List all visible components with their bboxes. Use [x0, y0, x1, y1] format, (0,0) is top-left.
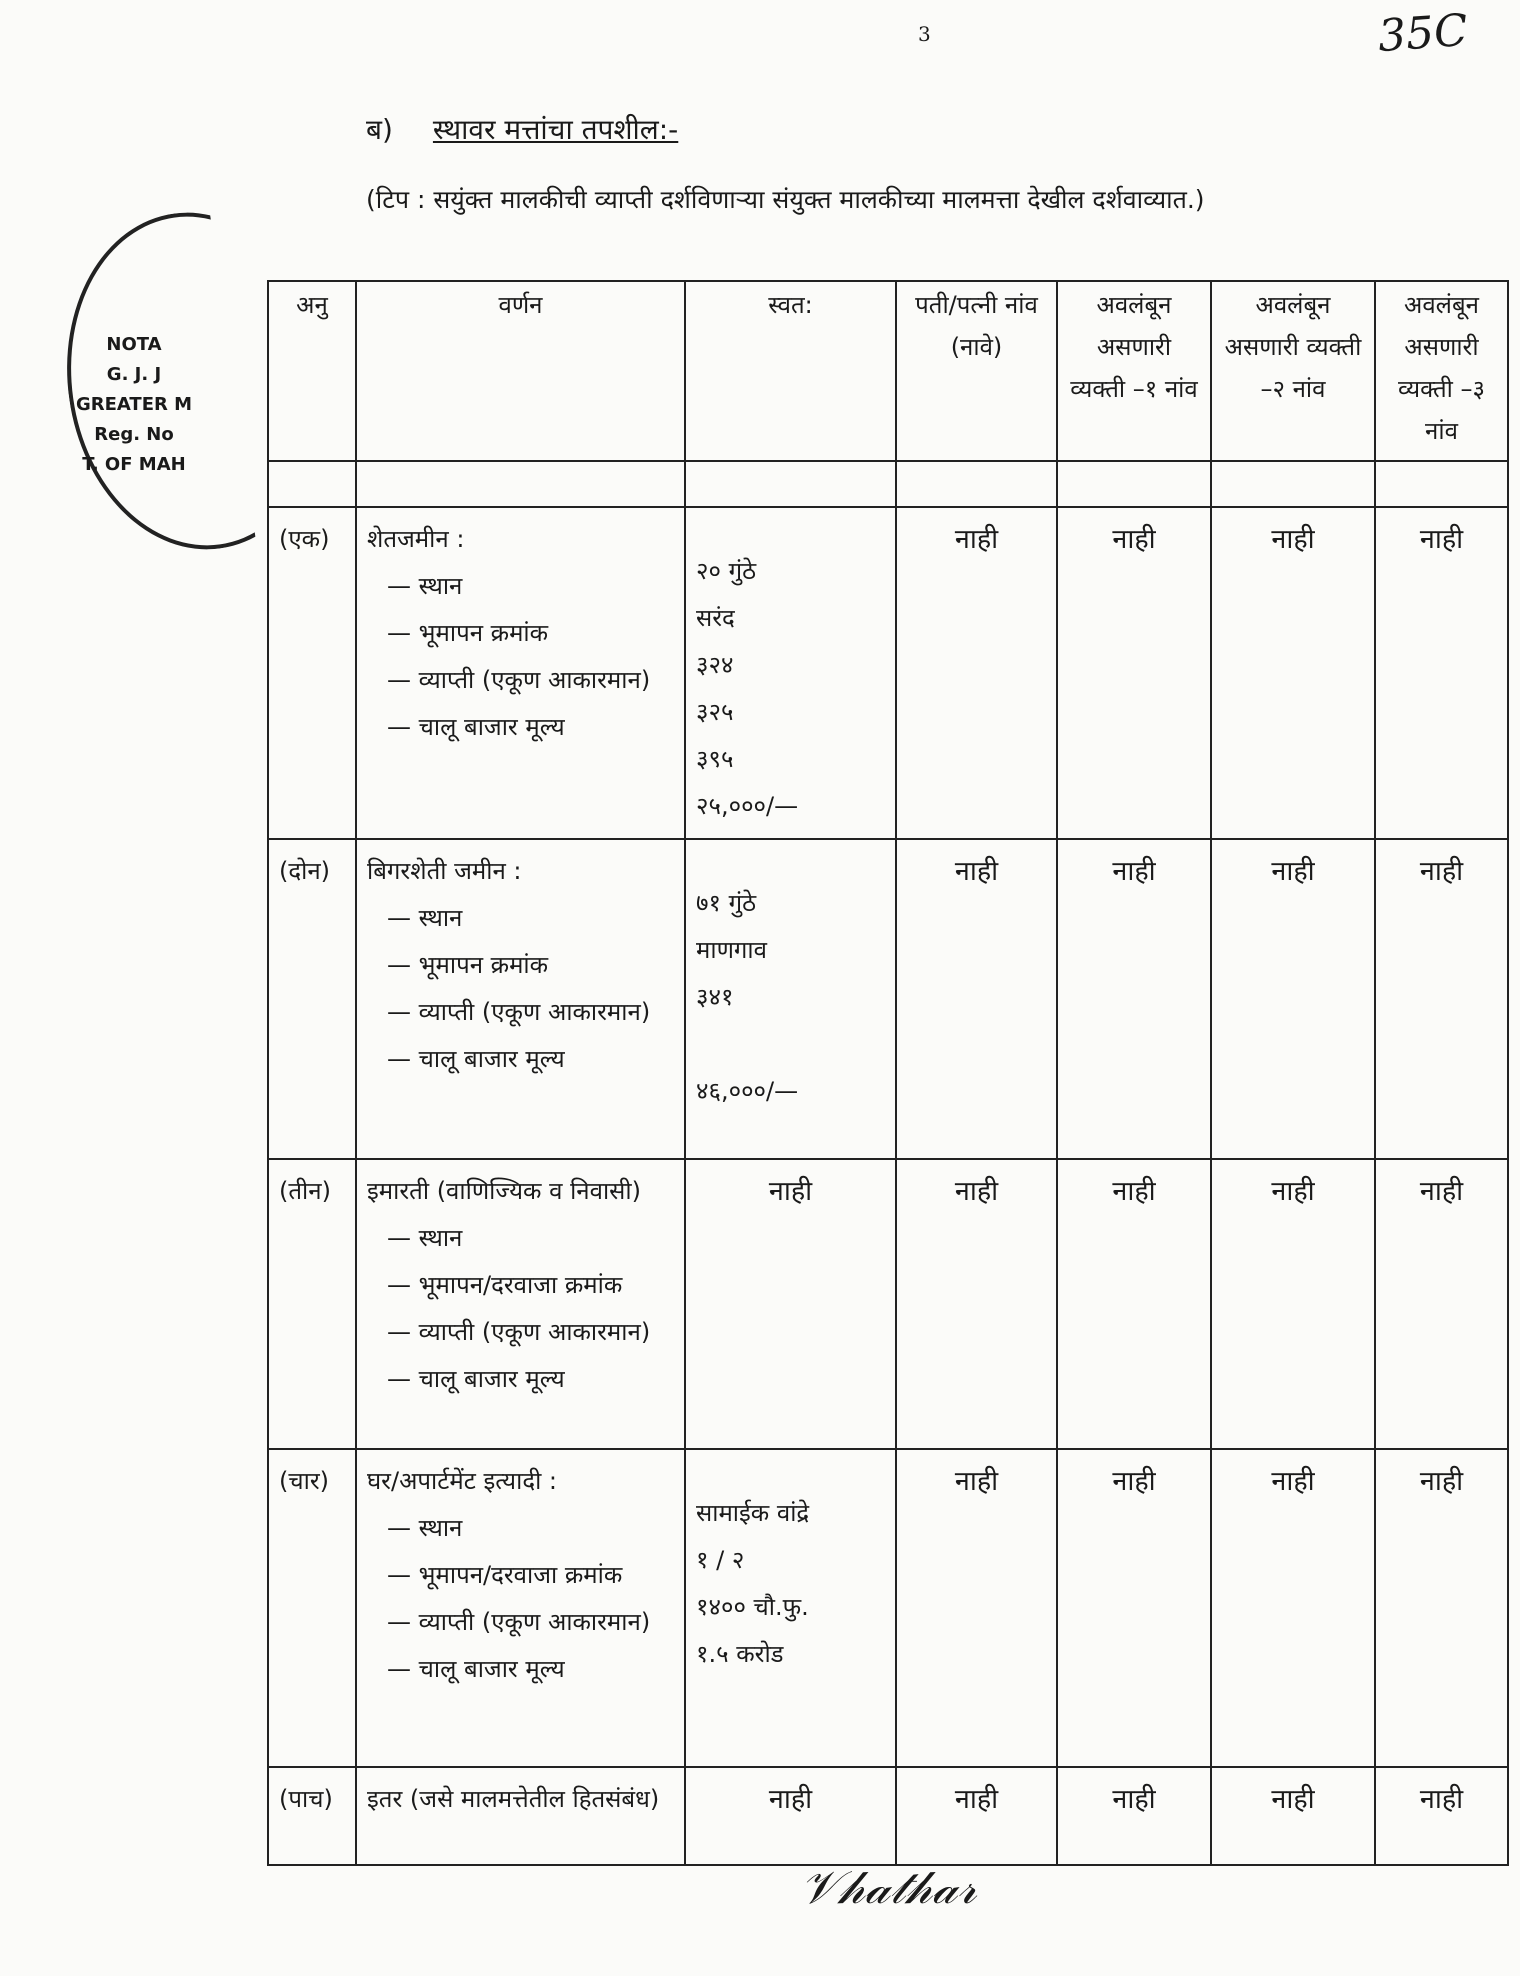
description-item: — व्याप्ती (एकूण आकारमान)	[387, 1608, 651, 1636]
row-spouse: नाही	[896, 839, 1057, 1159]
row-serial: (चार)	[268, 1449, 356, 1767]
notary-stamp-text	[74, 330, 194, 480]
description-title: शेतजमीन :	[367, 525, 465, 553]
row-self-value	[685, 507, 896, 839]
row-spouse: नाही	[896, 1767, 1057, 1865]
handwritten-number: 35C	[1376, 4, 1470, 63]
row-spouse: नाही	[896, 1449, 1057, 1767]
self-value-line: २० गुंठे	[696, 557, 757, 585]
assets-table	[267, 280, 1509, 1866]
self-value-line: ३२४	[696, 651, 734, 679]
description-item: — भूमापन क्रमांक	[387, 951, 549, 979]
description-item: — व्याप्ती (एकूण आकारमान)	[387, 666, 651, 694]
row-dependent-3: नाही	[1375, 507, 1508, 839]
stamp-line: Reg. No	[94, 424, 174, 445]
self-value-line	[696, 1021, 885, 1068]
self-value-line: सरंद	[696, 604, 735, 632]
table-row	[268, 839, 1508, 1159]
self-value-line: नाही	[768, 1784, 813, 1815]
row-self-value	[685, 1767, 896, 1865]
description-item: — भूमापन/दरवाजा क्रमांक	[387, 1271, 623, 1299]
section-heading	[366, 110, 678, 148]
page-number: 3	[918, 22, 931, 46]
row-dependent-1: नाही	[1057, 507, 1211, 839]
stamp-line: GREATER M	[75, 394, 193, 415]
row-serial: (दोन)	[268, 839, 356, 1159]
row-spouse: नाही	[896, 1159, 1057, 1449]
description-title: घर/अपार्टमेंट इत्यादी :	[367, 1467, 557, 1495]
self-value-line: ३९५	[696, 745, 734, 773]
description-item: — स्थान	[387, 904, 463, 932]
row-serial: (तीन)	[268, 1159, 356, 1449]
header-description: वर्णन	[356, 281, 685, 461]
description-title: इतर (जसे मालमत्तेतील हितसंबंध)	[367, 1785, 660, 1813]
row-self-value	[685, 1449, 896, 1767]
section-title: स्थावर मत्तांचा तपशील:-	[432, 113, 679, 146]
row-dependent-3: नाही	[1375, 1159, 1508, 1449]
stamp-line: G. J. J	[106, 364, 162, 385]
table-row	[268, 1449, 1508, 1767]
header-spouse: पती/पत्नी नांव (नावे)	[896, 281, 1057, 461]
self-value-line: २५,०००/—	[696, 792, 799, 820]
description-item: — स्थान	[387, 572, 463, 600]
signature: 𝒱𝒽𝒶𝓉𝒽𝒶𝓇	[800, 1860, 977, 1914]
row-dependent-2: नाही	[1211, 1449, 1375, 1767]
row-dependent-2: नाही	[1211, 1767, 1375, 1865]
row-serial: (एक)	[268, 507, 356, 839]
row-description	[356, 1159, 685, 1449]
row-dependent-2: नाही	[1211, 507, 1375, 839]
row-dependent-3: नाही	[1375, 839, 1508, 1159]
stamp-line: T. OF MAH	[82, 454, 186, 475]
self-value-line: सामाईक वांद्रे	[696, 1499, 810, 1527]
self-value-line: माणगाव	[696, 936, 767, 964]
row-description	[356, 839, 685, 1159]
description-item: — चालू बाजार मूल्य	[387, 1365, 565, 1393]
description-item: — स्थान	[387, 1514, 463, 1542]
row-dependent-1: नाही	[1057, 1159, 1211, 1449]
header-dependent-1: अवलंबून असणारी व्यक्ती –१ नांव	[1057, 281, 1211, 461]
description-item: — चालू बाजार मूल्य	[387, 713, 565, 741]
row-self-value	[685, 839, 896, 1159]
table-row	[268, 507, 1508, 839]
row-description	[356, 507, 685, 839]
blank-row	[268, 461, 1508, 507]
row-dependent-3: नाही	[1375, 1767, 1508, 1865]
self-value-line: ७१ गुंठे	[696, 889, 757, 917]
row-serial: (पाच)	[268, 1767, 356, 1865]
self-value-line: १.५ करोड	[696, 1640, 784, 1668]
self-value-line: १ / २	[696, 1546, 745, 1574]
description-item: — स्थान	[387, 1224, 463, 1252]
header-serial: अनु	[268, 281, 356, 461]
row-description	[356, 1449, 685, 1767]
table-row	[268, 1767, 1508, 1865]
description-item: — भूमापन/दरवाजा क्रमांक	[387, 1561, 623, 1589]
row-self-value	[685, 1159, 896, 1449]
description-item: — व्याप्ती (एकूण आकारमान)	[387, 1318, 651, 1346]
row-dependent-2: नाही	[1211, 839, 1375, 1159]
description-title: बिगरशेती जमीन :	[367, 857, 522, 885]
description-item: — चालू बाजार मूल्य	[387, 1655, 565, 1683]
row-description	[356, 1767, 685, 1865]
row-dependent-1: नाही	[1057, 1449, 1211, 1767]
row-spouse: नाही	[896, 507, 1057, 839]
header-dependent-2: अवलंबून असणारी व्यक्ती –२ नांव	[1211, 281, 1375, 461]
self-value-line: १४०० चौ.फु.	[696, 1593, 809, 1621]
description-item: — व्याप्ती (एकूण आकारमान)	[387, 998, 651, 1026]
note: (टिप : सयुंक्त मालकीची व्याप्ती दर्शविणाऱ्या संयुक्त मालकीच्या मालमत्ता देखील दर्शवाव्यात.)	[366, 185, 1205, 214]
self-value-line: नाही	[768, 1176, 813, 1207]
stamp-line: NOTA	[106, 334, 162, 355]
self-value-line: ४६,०००/—	[696, 1077, 799, 1105]
description-item: — भूमापन क्रमांक	[387, 619, 549, 647]
header-self: स्वत:	[685, 281, 896, 461]
table-row	[268, 1159, 1508, 1449]
header-dependent-3: अवलंबून असणारी व्यक्ती –३ नांव	[1375, 281, 1508, 461]
description-title: इमारती (वाणिज्यिक व निवासी)	[367, 1177, 641, 1205]
table-header-row	[268, 281, 1508, 461]
row-dependent-1: नाही	[1057, 1767, 1211, 1865]
self-value-line: ३२५	[696, 698, 734, 726]
section-label: ब)	[366, 113, 393, 146]
row-dependent-1: नाही	[1057, 839, 1211, 1159]
self-value-line: ३४१	[696, 983, 734, 1011]
row-dependent-3: नाही	[1375, 1449, 1508, 1767]
description-item: — चालू बाजार मूल्य	[387, 1045, 565, 1073]
row-dependent-2: नाही	[1211, 1159, 1375, 1449]
